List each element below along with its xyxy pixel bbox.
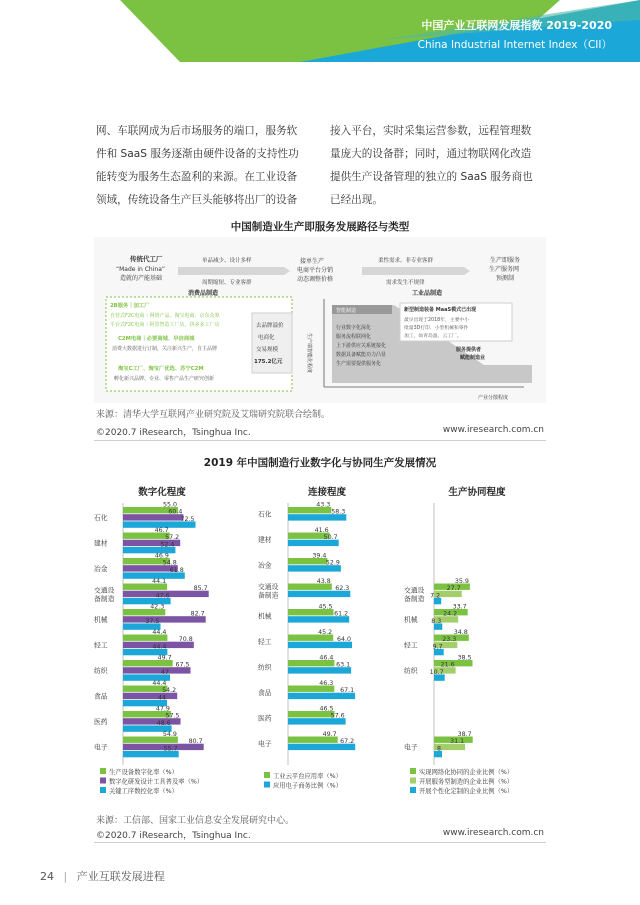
category-label: 建材: [94, 539, 108, 548]
legend-label: 开展个性化定制的企业比例（%）: [419, 788, 514, 795]
data-label: 44.1: [152, 577, 167, 585]
diag-service-label: 服务提供者: [456, 347, 482, 353]
diag-service-label-2: 赋能制造业: [460, 355, 486, 361]
figure1-title: 中国制造业生产即服务发展路径与类型: [230, 221, 410, 233]
category-label: 石化: [94, 514, 108, 523]
diag-platforms-sub: 孵化新兴品牌、专业、零售产品生产研究创新: [114, 376, 215, 382]
figure1-source: 来源：清华大学互联网产业研究院及艾瑞研究院联合绘制。: [96, 410, 331, 420]
data-label: 43.3: [316, 501, 331, 509]
data-label: 50.7: [323, 534, 338, 542]
data-label: 46.4: [319, 654, 334, 662]
diag-stage2-c: 动态调整价格: [297, 276, 334, 283]
data-label: 61.2: [334, 610, 349, 618]
data-label: 72.5: [180, 515, 195, 523]
legend-swatch: [410, 778, 416, 784]
data-label: 8: [436, 745, 441, 753]
diag-ecom-2: 电商化: [258, 335, 275, 341]
data-label: 7.2: [430, 592, 441, 600]
data-label: 60.4: [168, 508, 183, 516]
data-label: 54.2: [162, 687, 177, 695]
data-label: 47.9: [155, 705, 170, 713]
diag-stage1-top: 单品减少、设计多样: [202, 258, 252, 264]
data-label: 62.3: [335, 585, 350, 593]
text-line: 领域，传统设备生产巨头能够将出厂的设备: [96, 194, 298, 206]
header-title: 中国产业互联网发展指数 2019-2020: [421, 19, 612, 32]
category-label: 石化: [258, 510, 272, 519]
legend-swatch: [100, 778, 106, 784]
data-label: 49.7: [157, 654, 172, 662]
body-text-left: [96, 120, 326, 212]
category-label: 医药: [94, 718, 108, 727]
data-label: 33.7: [452, 603, 467, 611]
category-label: 食品: [94, 692, 108, 701]
figure1-divider: [94, 440, 546, 441]
data-label: 47: [160, 668, 169, 676]
diag-stage1-bottom: 周期缩短、专业客群: [202, 280, 252, 286]
data-label: 61.8: [169, 566, 184, 574]
data-label: 21.6: [440, 661, 455, 669]
category-label: 机械: [404, 616, 418, 625]
diag-industrial-3: 上下游供应关系链接化: [336, 343, 387, 349]
legend-label: 应用电子商务比例（%）: [273, 782, 342, 790]
data-label: 34.8: [453, 628, 468, 636]
figure2-source: 来源：工信部、国家工业信息安全发展研究中心。: [96, 816, 295, 826]
legend-swatch: [264, 782, 270, 788]
category-label: 轻工: [258, 638, 272, 647]
service-path-diagram: [94, 237, 546, 403]
text-line: 网、车联网成为后市场服务的端口，服务软: [96, 125, 298, 137]
data-label: 9.7: [432, 643, 443, 651]
category-label: 轻工: [94, 641, 108, 650]
data-label: 58.3: [331, 508, 346, 516]
text-line: 已经出现。: [330, 194, 383, 206]
diag-stage3-top: 柔性需求、非专业客群: [378, 258, 434, 264]
text-line: 量庞大的设备群；同时，通过物联网化改造: [330, 148, 532, 160]
category-label: 冶金: [94, 565, 108, 574]
data-label: 67.1: [340, 687, 355, 695]
arrow-stage1: [178, 267, 290, 275]
category-label: 机械: [258, 612, 272, 621]
data-label: 42.3: [150, 603, 165, 611]
data-label: 54.9: [162, 730, 177, 738]
figure1-site: www.iresearch.com.cn: [442, 425, 544, 435]
legend-swatch: [264, 772, 270, 778]
diag-industrial-1: 行业数字化深化: [336, 325, 372, 331]
data-label: 41.6: [314, 526, 329, 534]
data-label: 37.5: [145, 617, 160, 625]
diag-new-mfg-sub1: 最早出现于2018年，主要中小: [404, 318, 469, 323]
data-label: 57.2: [165, 534, 180, 542]
data-label: 45.2: [318, 628, 333, 636]
data-label: 43.8: [316, 577, 331, 585]
page-number: 24: [40, 870, 54, 883]
data-label: 44.4: [152, 628, 167, 636]
data-label: 39.4: [312, 552, 327, 560]
data-label: 55.0: [162, 501, 177, 509]
diag-industrial-2: 服务流程联网化: [336, 334, 372, 340]
data-label: 55.7: [163, 745, 178, 753]
data-label: 44: [157, 694, 166, 702]
diag-industrial-5: 生产需要提供服务化: [336, 361, 382, 367]
data-label: 23.3: [442, 636, 457, 644]
data-label: 49.7: [322, 730, 337, 738]
legend-swatch: [410, 768, 416, 774]
diag-made-in-china: “Made in China”: [116, 266, 165, 273]
diag-c2b-2: 平台式F2C电商｜阿里智造工厂店、拼多多工厂店: [110, 322, 220, 328]
category-label: 电子: [258, 740, 272, 749]
data-label: 24.2: [443, 610, 458, 618]
data-label: 10.7: [429, 668, 444, 676]
data-label: 31.1: [450, 738, 465, 746]
data-label: 82.7: [190, 610, 205, 618]
diag-ecom-4: 175.2亿元: [254, 359, 283, 365]
page-footer: [40, 868, 165, 884]
diag-stage4-b: 生产服务网: [489, 266, 520, 273]
data-label: 35.9: [454, 577, 469, 585]
data-label: 44.4: [152, 679, 167, 687]
figure2-site: www.iresearch.com.cn: [442, 828, 544, 838]
data-label: 57.6: [330, 712, 345, 720]
category-label: 交通设: [258, 582, 279, 591]
text-line: 件和 SaaS 服务逐渐由硬件设备的支持性功: [96, 148, 299, 160]
header-banner: [0, 0, 640, 62]
panel-title: 连接程度: [307, 487, 347, 498]
legend-swatch: [100, 768, 106, 774]
legend-swatch: [410, 787, 416, 793]
text-line: 提供生产设备管理的独立的 SaaS 服务商也: [330, 171, 533, 183]
category-label: 建材: [258, 536, 272, 545]
legend-label: 实现网络化协同的企业比例（%）: [419, 769, 514, 776]
diag-c2m-title: C2M电商｜必要商城、早信商城: [118, 336, 195, 342]
diag-stage2-b: 电商平台分销: [297, 267, 334, 274]
data-label: 70.8: [178, 636, 193, 644]
legend-label: 开展服务型制造的企业比例（%）: [419, 778, 514, 786]
data-label: 48.6: [156, 719, 171, 727]
data-label: 44.4: [152, 643, 167, 651]
figure2-copyright: ©2020.7 iResearch，Tsinghua Inc.: [96, 831, 251, 841]
header-subtitle: China Industrial Internet Index（CII）: [417, 39, 612, 51]
category-label: 冶金: [258, 561, 272, 570]
category-label: 食品: [258, 689, 272, 698]
data-label: 45.5: [318, 603, 333, 611]
diag-new-mfg-sub3: 加工，如青岛盈、云工厂。: [404, 334, 462, 339]
diag-traditional: 传统代工厂: [130, 255, 163, 263]
data-label: 46.9: [154, 552, 169, 560]
data-label: 52.4: [160, 541, 175, 549]
data-label: 64.0: [336, 636, 351, 644]
category-label: 纺织: [94, 667, 108, 676]
data-label: 8.3: [431, 617, 442, 625]
category-label: 机械: [94, 616, 108, 625]
diag-consumer-label: 消费品制造: [188, 290, 219, 297]
category-label: 备制造: [94, 594, 115, 603]
category-label: 医药: [258, 714, 272, 723]
category-label: 纺织: [258, 663, 272, 672]
data-label: 52.9: [325, 559, 340, 567]
chart-title: 2019 年中国制造行业数字化与协同生产发展情况: [203, 457, 437, 469]
diag-c2m-sub: 消费大数据进行订制，关注新兴生产，自主品牌: [112, 346, 218, 352]
data-label: 80.7: [188, 738, 203, 746]
diagram-svg: [94, 237, 546, 403]
diag-platforms: 淘宝C工厂、淘宝厂优选、苏宁C2M: [118, 366, 204, 372]
category-label: 交通设: [94, 586, 115, 595]
diag-stage3-bottom: 需求发生不规律: [386, 280, 425, 286]
data-label: 46.7: [154, 526, 169, 534]
diag-stage2: 接单生产: [300, 258, 325, 265]
footer-section: 产业互联发展进程: [76, 870, 165, 883]
diag-stage4: 生产即服务: [490, 257, 521, 264]
industry-digital-chart: [94, 475, 546, 810]
legend-label: 关键工序数控化率（%）: [109, 788, 178, 795]
data-label: 85.7: [193, 585, 208, 593]
diag-new-mfg: 智能制造: [336, 308, 357, 314]
data-label: 38.5: [457, 654, 472, 662]
data-label: 46.5: [319, 705, 334, 713]
panel-title: 生产协同程度: [448, 487, 506, 498]
data-label: 54.8: [162, 559, 177, 567]
data-label: 38.7: [457, 730, 472, 738]
diag-industrial-4: 数据具备赋能功力凸显: [336, 352, 387, 358]
diag-ecom-3: 交易规模: [256, 347, 279, 353]
panel-title: 数字化程度: [138, 487, 186, 498]
data-label: 67.2: [340, 738, 355, 746]
data-label: 46.3: [319, 679, 334, 687]
diag-c2b-1: 自营式F2C电商｜网络产品、淘宝电商、京东众筹: [110, 313, 220, 319]
diag-industrial-label: 工业品制造: [412, 290, 443, 297]
body-text-right: [330, 120, 560, 212]
data-label: 27.7: [446, 585, 461, 593]
category-label: 电子: [404, 743, 418, 752]
figure2-divider: [94, 842, 546, 843]
diag-c2b-title: 2B服务｜加工厂: [110, 303, 150, 309]
category-label: 纺织: [404, 667, 418, 676]
diag-new-mfg-detail: 新型制造装备 MaaS模式已出现: [404, 307, 477, 313]
arrow-stage3: [362, 267, 470, 275]
data-label: 57.5: [165, 712, 180, 720]
legend-label: 工业云平台应用率（%）: [273, 773, 342, 780]
diag-stage4-c: 预测制: [496, 275, 515, 282]
text-line: 能转变为服务生态盈利的来源。在工业设备: [96, 171, 298, 183]
data-label: 63.1: [336, 661, 351, 669]
category-label: 备制造: [404, 594, 425, 603]
category-label: 交通设: [404, 586, 425, 595]
footer-separator: |: [63, 870, 68, 883]
diag-x-axis: 产业分散程度: [478, 395, 509, 401]
diag-ecom-1: 去品牌溢价: [256, 323, 284, 329]
text-line: 接入平台，实时采集运营参数，远程管理数: [330, 125, 532, 137]
category-label: 备制造: [258, 591, 279, 600]
category-label: 电子: [94, 743, 108, 752]
category-label: 轻工: [404, 641, 418, 650]
data-label: 47.6: [155, 592, 170, 600]
legend-swatch: [100, 787, 106, 793]
data-label: 67.5: [175, 661, 190, 669]
diag-made-in-china-sub: 造就的产能基础: [120, 275, 163, 282]
figure1-copyright: ©2020.7 iResearch，Tsinghua Inc.: [96, 428, 251, 438]
diag-new-mfg-sub2: 批量3D打印、小型机械和零件: [404, 326, 469, 331]
legend-label: 数字化研发设计工具普及率（%）: [109, 778, 204, 786]
diag-y-axis: 生产端智能化程度: [306, 333, 312, 374]
legend-label: 生产设备数字化率（%）: [109, 769, 178, 776]
